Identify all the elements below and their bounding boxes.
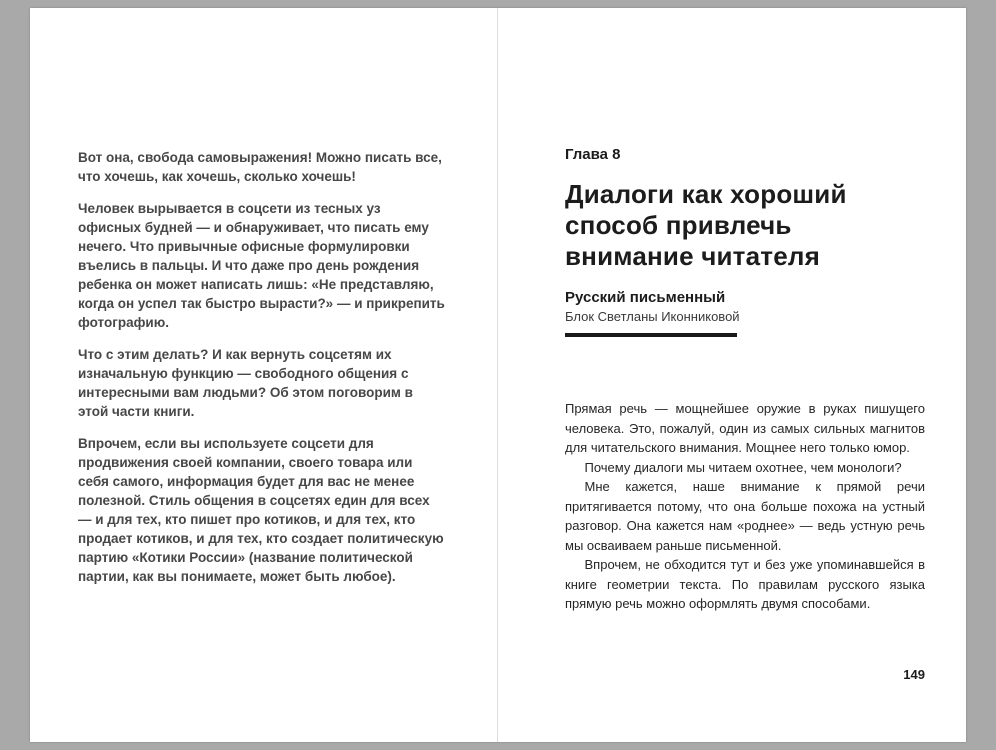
body-paragraph: Вот она, свобода самовыражения! Можно писать все, что хочешь, как хочешь, сколько хочешь! xyxy=(78,150,442,184)
section-subtitle: Русский письменный xyxy=(565,289,726,306)
byline: Блок Светланы Иконниковой xyxy=(565,309,740,324)
body-paragraph: Мне кажется, наше внимание к прямой речи притягивается потому, что она больше похожа на устный разговор. Она кажется нам «роднее» — ведь устную речь мы осваиваем раньше письменной. xyxy=(565,479,925,553)
chapter-label: Глава 8 xyxy=(565,146,621,163)
body-paragraph: Впрочем, если вы используете соцсети для продвижения своей компании, своего товара или себя самого, информация будет для вас не менее полезной. Стиль общения в соцсетях един для всех — и для тех, кто пишет про котиков, и для тех, кто продает котиков, и для тех, кто создает политическую партию «Котики России» (название политической партии, как вы понимаете, может быть любое). xyxy=(78,436,444,584)
body-paragraph: Прямая речь — мощнейшее оружие в руках пишущего человека. Это, пожалуй, один из самых сильных магнитов для читательского внимания. Мощнее него только юмор. xyxy=(565,401,925,455)
body-paragraph: Что с этим делать? И как вернуть соцсетям их изначальную функцию — свободного общения с интересными вам людьми? Об этом поговорим в этой части книги. xyxy=(78,347,413,419)
chapter-title: Диалоги как хороший способ привлечь внимание читателя xyxy=(565,179,847,271)
right-page xyxy=(498,8,966,742)
right-page-body xyxy=(565,399,925,614)
title-rule xyxy=(565,333,737,337)
page-number: 149 xyxy=(903,667,925,682)
body-paragraph: Почему диалоги мы читаем охотнее, чем монологи? xyxy=(584,459,902,475)
left-page-body xyxy=(78,148,445,586)
book-spread xyxy=(30,8,966,742)
body-paragraph: Человек вырывается в соцсети из тесных уз офисных будней — и обнаруживает, что писать ему нечего. Что привычные офисные формулировки въелись в пальцы. И что даже про день рождения ребенка он может написать лишь: «Не представляю, когда он успел так быстро вырасти?» — и прикрепить фотографию. xyxy=(78,201,445,330)
left-page xyxy=(30,8,498,742)
body-paragraph: Впрочем, не обходится тут и без уже упоминавшейся в книге геометрии текста. По правилам русского языка прямую речь можно оформлять двумя способами. xyxy=(565,557,925,611)
